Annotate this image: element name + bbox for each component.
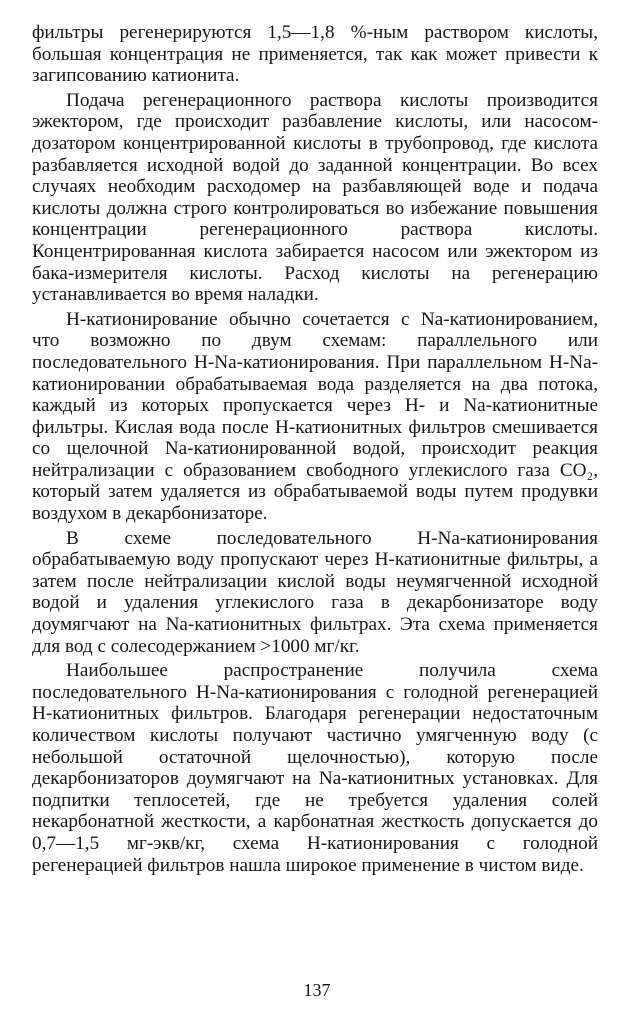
paragraph-hungry-regeneration: Наибольшее распространение получила схема последовательного Н-Na-катионирования с голодной регенерацией Н-катионитных фильтров. Благодаря регенерации недостаточным количеством кислоты получают частично умягченную воду (с небольшой остаточной щелочностью), которую после декарбонизаторов доумягчают на Na-катионитных установках. Для подпитки теплосетей, где не требуется удаления солей некарбонатной жесткости, а карбонатная жесткость допускается до 0,7—1,5 мг-экв/кг, схема Н-катионирования с голодной регенерацией фильтров нашла широкое применение в чистом виде. bbox=[32, 660, 598, 876]
paragraph-acid-supply: Подача регенерационного раствора кислоты производится эжектором, где происходит разбавление кислоты, или насосом-дозатором концентрированной кислоты в трубопровод, где кислота разбавляется исходной водой до заданной концентрации. Во всех случаях необходим расходомер на разбавляющей воде и подача кислоты должна строго контролироваться во избежание повышения концентрации регенерационного раствора кислоты. Концентрированная кислота забирается насосом или эжектором из бака-измерителя кислоты. Расход кислоты на регенерацию устанавливается во время наладки. bbox=[32, 89, 598, 306]
paragraph-sequential-scheme: В схеме последовательного Н-Na-катионирования обрабатываемую воду пропускают через Н-катионитные фильтры, а затем после нейтрализации кислой воды неумягченной исходной водой и удаления углекислого газа в декарбонизаторе воду доумягчают на Na-катионитных фильтрах. Эта схема применяется для вод с солесодержанием >1000 мг/кг. bbox=[32, 527, 598, 657]
page-text-body bbox=[32, 22, 598, 879]
paragraph-continuation: фильтры регенерируются 1,5—1,8 %-ным раствором кислоты, большая концентрация не применяется, так как может привести к загипсованию катионита. bbox=[32, 22, 598, 87]
paragraph-h-na-cationing: Н-катионирование обычно сочетается с Na-катионированием, что возможно по двум схемам: параллельного или последовательного Н-Na-катионирования. При параллельном Н-Na-катионировании обрабатываемая вода разделяется на два потока, каждый из которых пропускается через Н- и Na-катионитные фильтры. Кислая вода после Н-катионитных фильтров смешивается со щелочной Na-катионированной водой, происходит реакция нейтрализации с образованием свободного углекислого газа CO₂, который затем удаляется из обрабатываемой воды путем продувки воздухом в декарбонизаторе. bbox=[32, 308, 598, 525]
page-number: 137 bbox=[303, 980, 331, 1000]
